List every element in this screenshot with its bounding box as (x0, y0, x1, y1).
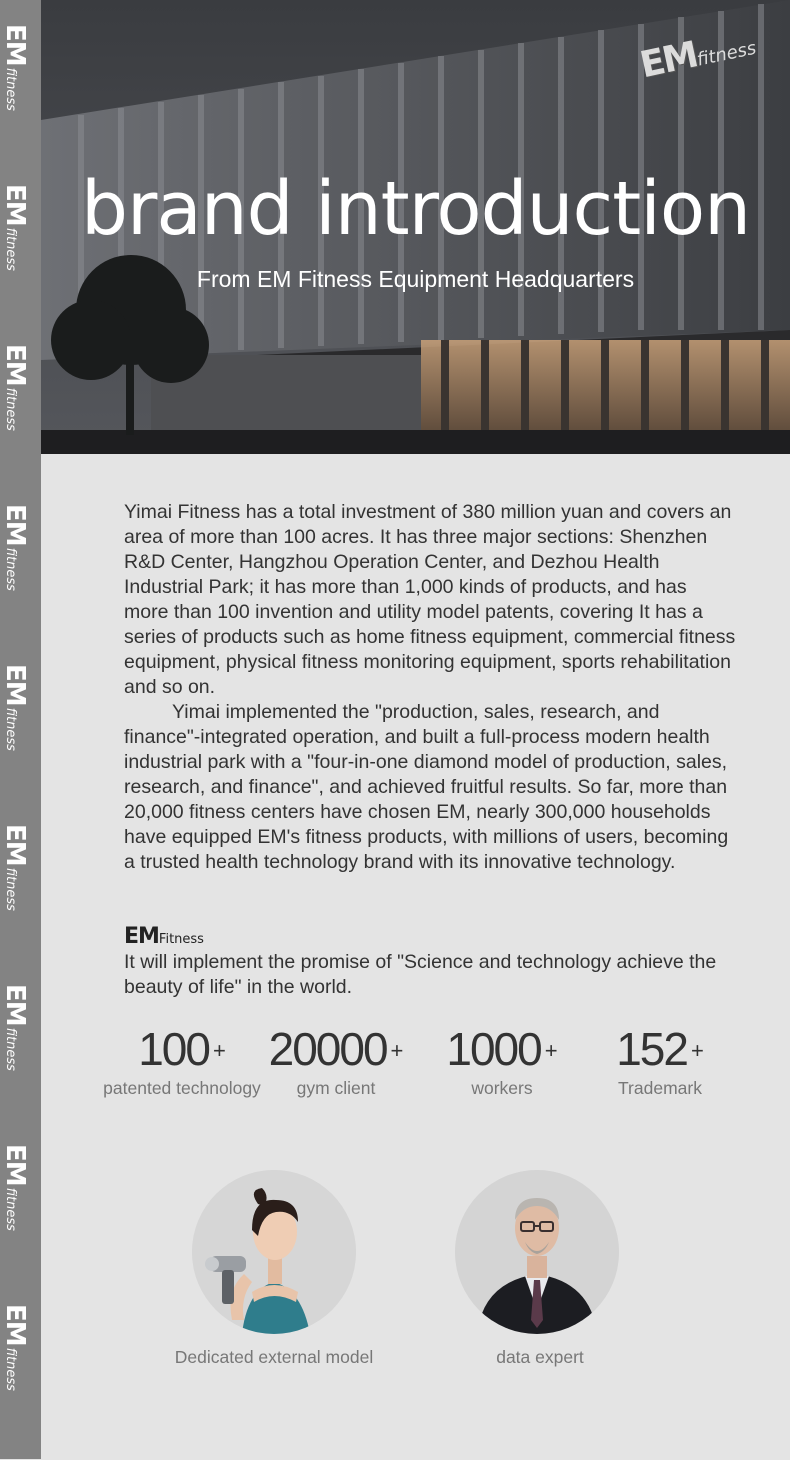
side-logo: EMfitness (0, 824, 30, 911)
side-logo: EMfitness (0, 184, 30, 271)
side-logo: EMfitness (0, 504, 30, 591)
stat-item (600, 1022, 720, 1099)
page-title: brand introduction (81, 166, 750, 252)
stat-item (440, 1022, 564, 1099)
stat-item (98, 1022, 266, 1099)
side-logo: EMfitness (0, 1144, 30, 1231)
stat-item (266, 1022, 406, 1099)
model-label: Dedicated external model (174, 1347, 374, 1367)
stat-label: patented technology (103, 1078, 261, 1098)
stat-number: 20000 + (268, 1023, 404, 1075)
promise-text: It will implement the promise of "Science and technology achieve the beauty of life" in the world. (124, 951, 717, 998)
stat-label: gym client (296, 1078, 376, 1098)
side-logo: EMfitness (0, 984, 30, 1071)
stat-number: 152 + (616, 1023, 704, 1075)
page-subtitle: From EM Fitness Equipment Headquarters (196, 266, 635, 292)
expert-photo (455, 1170, 619, 1334)
hero-banner (41, 0, 790, 454)
intro-paragraph-2: Yimai implemented the "production, sales, research, and finance"-integrated operation, and built a full-process modern health industrial park with a "four-in-one diamond model of production, sales, research, and finance", and achieved fruitful results. So far, more than 20,000 fitness centers have chosen EM, nearly 300,000 households have equipped EM's fitness products, with millions of users, becoming a trusted health technology brand with its innovative technology. (124, 701, 729, 873)
stat-label: workers (471, 1078, 533, 1098)
hero-brand-logo: EMfitness (636, 34, 758, 87)
model-photo (192, 1170, 356, 1334)
intro-text (124, 500, 736, 875)
expert-label: data expert (496, 1347, 584, 1367)
side-strip (0, 0, 41, 1459)
side-logo: EMfitness (0, 664, 30, 751)
side-logo: EMfitness (0, 24, 30, 111)
side-logo: EMfitness (0, 344, 30, 431)
stat-number: 1000 + (446, 1023, 558, 1075)
side-logo: EMfitness (0, 1304, 30, 1391)
intro-paragraph-1: Yimai Fitness has a total investment of 380 million yuan and covers an area of more than 100 acres. It has three major sections: Shenzhen R&D Center, Hangzhou Operation Center, and Dezhou Health Industrial Park; it has more than 1,000 kinds of products, and has more than 100 invention and utility model patents, covering It has a series of products such as home fitness equipment, commercial fitness equipment, physical fitness monitoring equipment, sports rehabilitation and so on. (124, 501, 736, 698)
stat-number: 100 + (138, 1023, 226, 1075)
em-fitness-logo: EMFitness (124, 924, 204, 949)
stat-label: Trademark (618, 1078, 702, 1098)
